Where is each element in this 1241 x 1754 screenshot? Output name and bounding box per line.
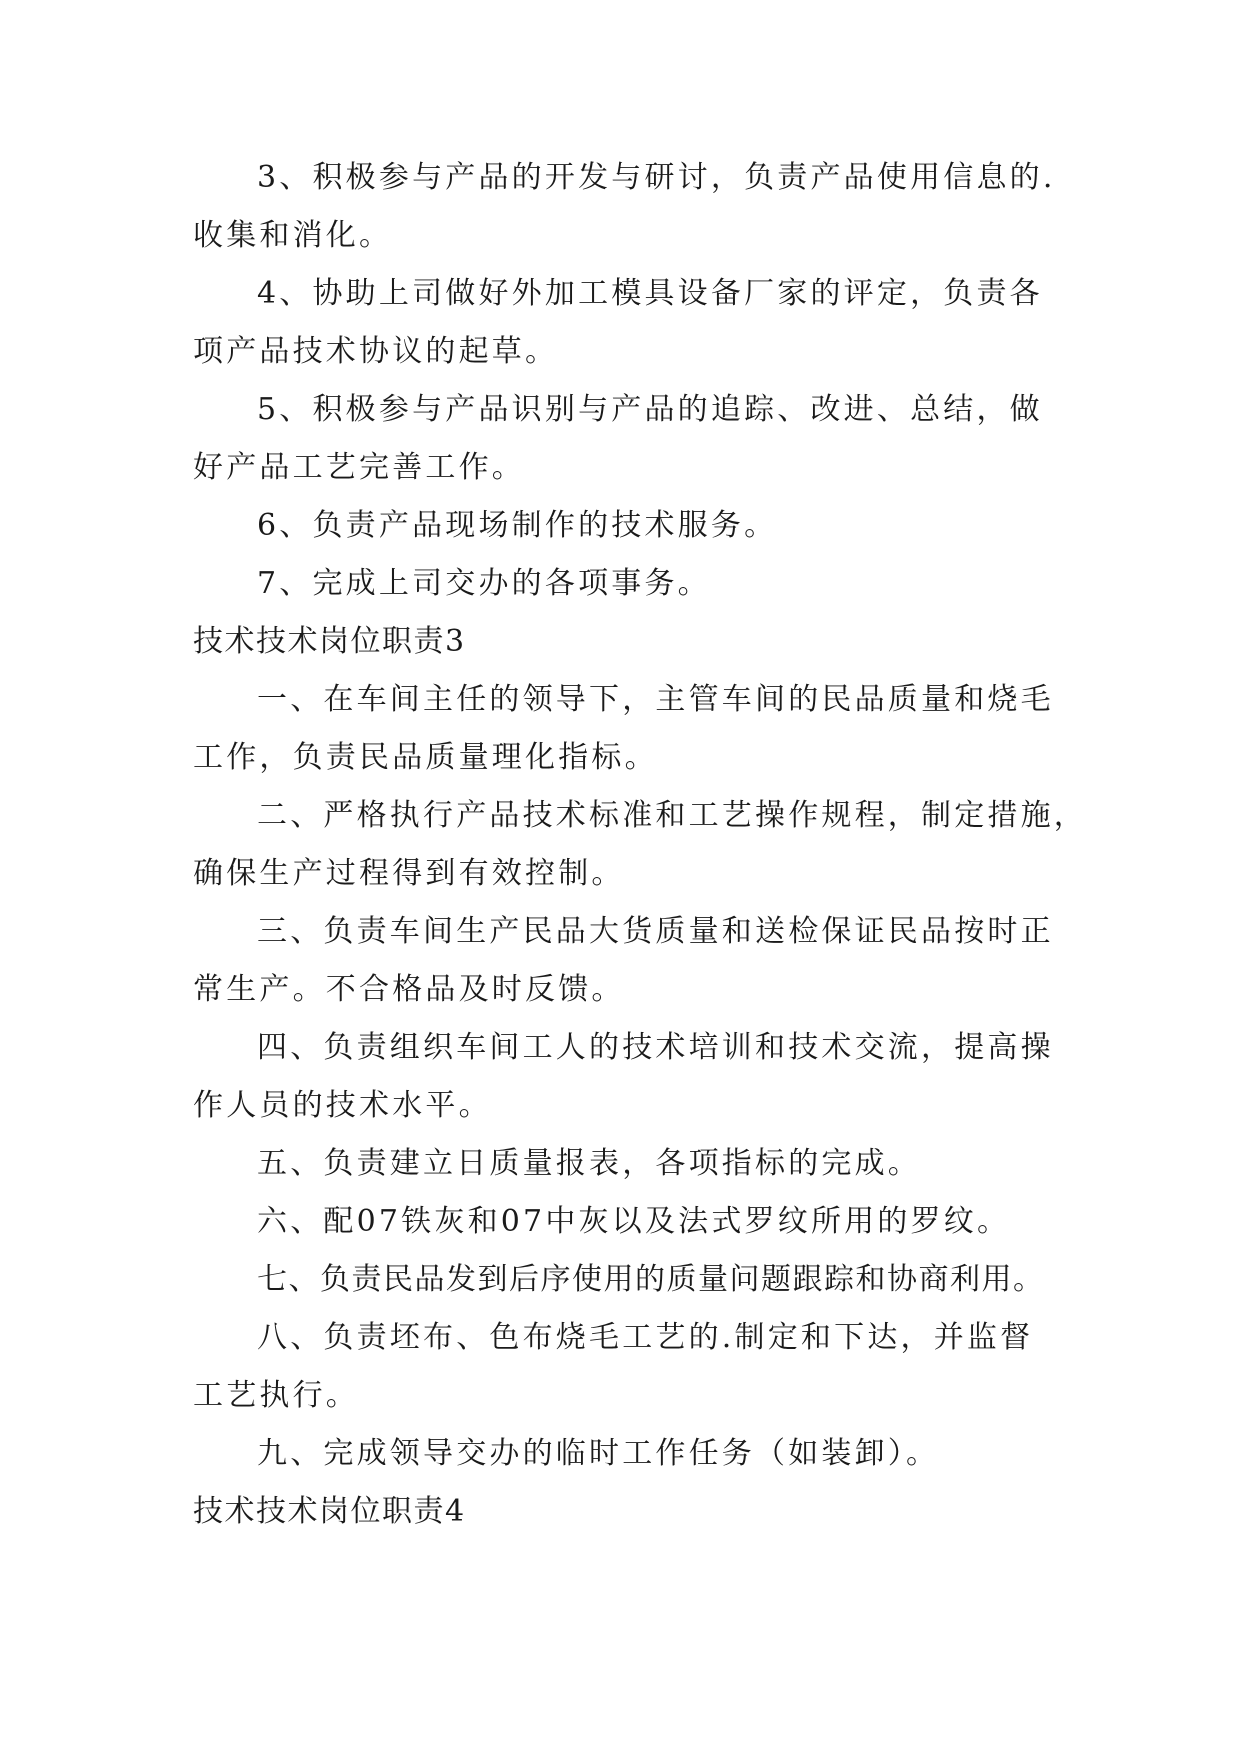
duty-1-line-2: 工作，负责民品质量理化指标。 [193,740,658,775]
duty-2-line-2: 确保生产过程得到有效控制。 [193,856,625,891]
duty-4-line-1: 四、负责组织车间工人的技术培训和技术交流，提高操 [257,1030,1054,1065]
item-5-line-1: 5、积极参与产品识别与产品的追踪、改进、总结，做 [257,392,1043,427]
duty-3-line-2: 常生产。不合格品及时反馈。 [193,972,625,1007]
section-heading-4: 技术技术岗位职责4 [193,1494,466,1529]
duty-6: 六、配07铁灰和07中灰以及法式罗纹所用的罗纹。 [257,1204,1011,1239]
item-3-line-2: 收集和消化。 [193,218,393,253]
duty-2-line-1: 二、严格执行产品技术标准和工艺操作规程，制定措施， [257,798,1087,833]
duty-1-line-1: 一、在车间主任的领导下，主管车间的民品质量和烧毛 [257,682,1054,717]
item-6: 6、负责产品现场制作的技术服务。 [257,508,778,543]
duty-5: 五、负责建立日质量报表，各项指标的完成。 [257,1146,921,1181]
item-4-line-1: 4、协助上司做好外加工模具设备厂家的评定，负责各 [257,276,1043,311]
duty-7: 七、负责民品发到后序使用的质量问题跟踪和协商利用。 [257,1262,1045,1297]
duty-8-line-1: 八、负责坯布、色布烧毛工艺的.制定和下达，并监督 [257,1320,1034,1355]
item-4-line-2: 项产品技术协议的起草。 [193,334,559,369]
duty-8-line-2: 工艺执行。 [193,1378,359,1413]
item-3-line-1: 3、积极参与产品的开发与研讨，负责产品使用信息的. [257,160,1056,195]
item-5-line-2: 好产品工艺完善工作。 [193,450,525,485]
duty-9: 九、完成领导交办的临时工作任务（如装卸）。 [257,1436,940,1471]
item-7: 7、完成上司交办的各项事务。 [257,566,711,601]
duty-3-line-1: 三、负责车间生产民品大货质量和送检保证民品按时正 [257,914,1054,949]
duty-4-line-2: 作人员的技术水平。 [193,1088,492,1123]
section-heading-3: 技术技术岗位职责3 [193,624,466,659]
